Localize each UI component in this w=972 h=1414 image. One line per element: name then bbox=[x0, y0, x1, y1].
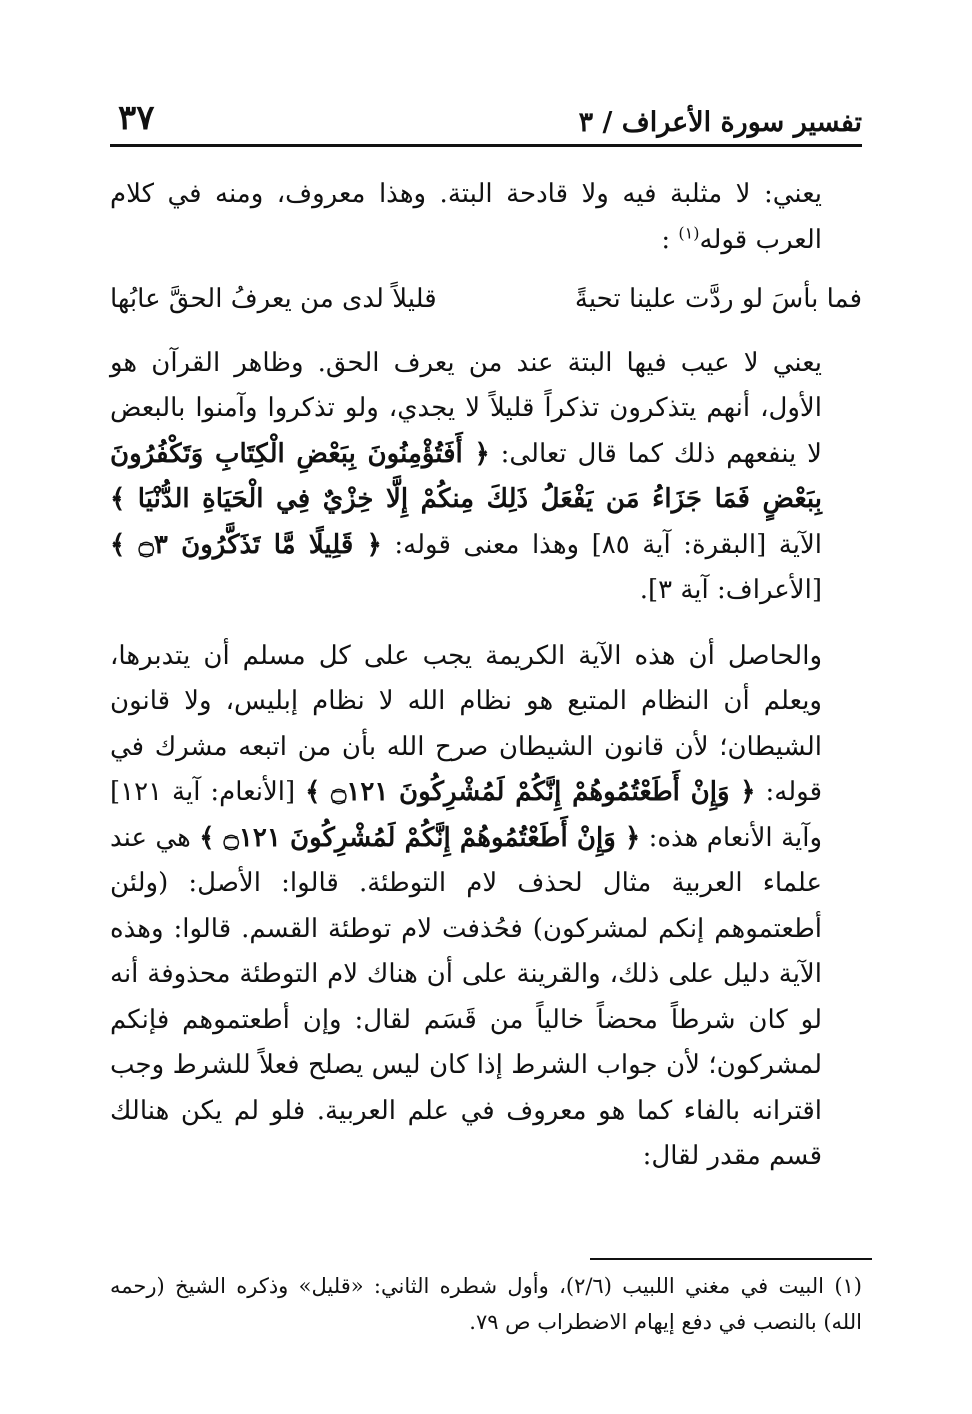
paragraph-2-text-c: [الأعراف: آية ٣]. bbox=[639, 575, 822, 605]
running-header bbox=[110, 92, 862, 147]
verse-right-hemistich: فما بأسَ لو ردَّت علينا تحيةً bbox=[574, 284, 862, 314]
page-body bbox=[110, 172, 862, 1180]
page-number: ٣٧ bbox=[118, 98, 155, 138]
paragraph-3-text-c: هي عند علماء العربية مثال لحذف لام التوطئة. قالوا: الأصل: (ولئن أطعتموهم إنكم لمشركون) فحُذفت لام توطئة القسم. قالوا: وهذه الآية دليل على ذلك، والقرينة على أن هناك لام التوطئة محذوفة أنه لو كان شرطاً محضاً خالياً من قَسَم لقال: وإن أطعتموهم فإنكم لمشركون؛ لأن جواب الشرط إذا كان ليس يصلح فعلاً للشرط وجب اقترانه بالفاء كما هو معروف في علم العربية. فلو لم يكن هنالك قسم مقدر لقال: bbox=[110, 822, 822, 1171]
paragraph-3-text-b: [الأنعام: آية ١٢١] وآية الأنعام هذه: bbox=[110, 777, 823, 853]
header-title: تفسير سورة الأعراف / ٣ bbox=[578, 107, 862, 138]
paragraph-3 bbox=[110, 634, 862, 1180]
paragraph-1-text-a: يعني: لا مثلبة فيه ولا قادحة البتة. وهذا معروف، ومنه في كلام العرب قوله bbox=[110, 179, 822, 255]
paragraph-1-text-b: : bbox=[661, 224, 671, 255]
quran-quote-baqarah-85: ﴿ أَفَتُؤْمِنُونَ بِبَعْضِ الْكِتَابِ وَتَكْفُرُونَ بِبَعْضٍ فَمَا جَزَاءُ مَن يَفْعَلُ ذَلِكَ مِنكُمْ إِلَّا خِزْيٌ فِي الْحَيَاةِ الدُّنْيَا ﴾ bbox=[110, 438, 822, 514]
paragraph-1 bbox=[110, 172, 862, 263]
quran-quote-anam-121-repeat: ﴿ وَإِنْ أَطَعْتُمُوهُمْ إِنَّكُمْ لَمُشْرِكُونَ ۝١٢١ ﴾ bbox=[199, 822, 641, 853]
quran-quote-anam-121: ﴿ وَإِنْ أَطَعْتُمُوهُمْ إِنَّكُمْ لَمُشْرِكُونَ ۝١٢١ ﴾ bbox=[305, 777, 756, 807]
footnote-reference: (١) bbox=[678, 222, 700, 242]
poetry-verse bbox=[110, 277, 862, 323]
paragraph-2-text-a: يعني لا عيب فيها البتة عند من يعرف الحق. وظاهر القرآن هو الأول، أنهم يتذكرون تذكراً قليلاً لا يجدي، ولو تذكروا وآمنوا بالبعض لا ينفعهم ذلك كما قال تعالى: bbox=[110, 347, 822, 469]
footnote-1: (١) البيت في مغني اللبيب (٢/٦)، وأول شطره الثاني: «قليل» وذكره الشيخ (رحمه الله) بالنصب في دفع إيهام الاضطراب ص ٧٩. bbox=[110, 1274, 862, 1334]
quran-quote-araf-3: ﴿ قَلِيلًا مَّا تَذَكَّرُونَ ۝٣ ﴾ bbox=[110, 529, 382, 560]
footnotes bbox=[110, 1268, 862, 1340]
verse-left-hemistich: قليلاً لدى من يعرفُ الحقَّ عابُها bbox=[110, 284, 437, 314]
footnote-divider bbox=[590, 1258, 872, 1260]
paragraph-2-text-b: الآية [البقرة: آية ٨٥] وهذا معنى قوله: bbox=[394, 529, 822, 560]
paragraph-3-text-a: والحاصل أن هذه الآية الكريمة يجب على كل مسلم أن يتدبرها، ويعلم أن النظام المتبع هو نظام الله لا نظام إبليس، ولا قانون الشيطان؛ لأن قانون الشيطان صرح الله بأن من اتبعه مشرك في قوله: bbox=[110, 640, 822, 807]
paragraph-2 bbox=[110, 341, 862, 614]
